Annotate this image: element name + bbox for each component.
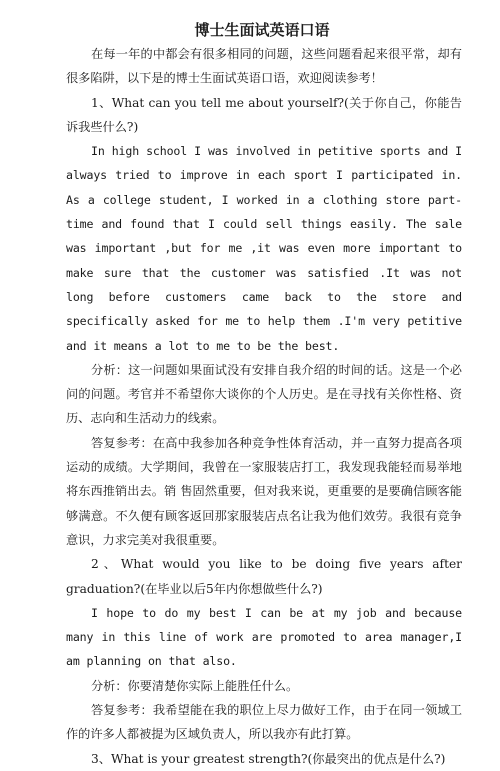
question-2: 2、What would you like to be doing five years after graduation?(在毕业以后5年内你想做些什么?): [66, 557, 462, 596]
reference-answer-2: 答复参考：我希望能在我的职位上尽力做好工作，由于在同一领域工作的许多人都被提为区域负责人，所以我亦有此打算。: [66, 703, 462, 742]
analysis-2: 分析：你要清楚你实际上能胜任什么。: [91, 678, 299, 693]
answer-2-english: I hope to do my best I can be at my job and because many in this line of work are promoted to area manager,I am planning on that also.: [66, 605, 462, 669]
answer-1-english: In high school I was involved in petitive sports and I always tried to improve in each sport I participated in. As a college student, I worked in a clothing store part-time and found that I could sell things easily. The sale was important ,but for me ,it was even more important to make sure that the customer was satisfied .It was not long before customers came back to the store and specifically asked for me to help them .I'm very petitive and it means a lot to me to be the best.: [66, 144, 462, 353]
document-title: 博士生面试英语口语: [194, 21, 330, 39]
reference-answer-1: 答复参考：在高中我参加各种竞争性体育活动，并一直努力提高各项运动的成绩。大学期间，我曾在一家服装店打工，我发现我能轻而易举地将东西推销出去。销 售固然重要，但对我来说，更重要的是要确信顾客能够满意。不久便有顾客返回那家服装店点名让我为他们效劳。我很有竞争意识，力求完美对我很重要。: [66, 435, 462, 547]
question-1: 1、What can you tell me about yourself?(关于你自己，你能告诉我些什么?): [66, 95, 462, 134]
question-3: 3、What is your greatest strength?(你最突出的优点是什么?): [91, 751, 446, 766]
intro-paragraph: 在每一年的中都会有很多相同的问题，这些问题看起来很平常，却有很多陷阱，以下是的博士生面试英语口语，欢迎阅读参考！: [66, 47, 462, 86]
analysis-1: 分析：这一问题如果面试没有安排自我介绍的时间的话。这是一个必问的问题。考官并不希望你大谈你的个人历史。是在寻找有关你性格、资历、志向和生活动力的线索。: [66, 362, 462, 426]
